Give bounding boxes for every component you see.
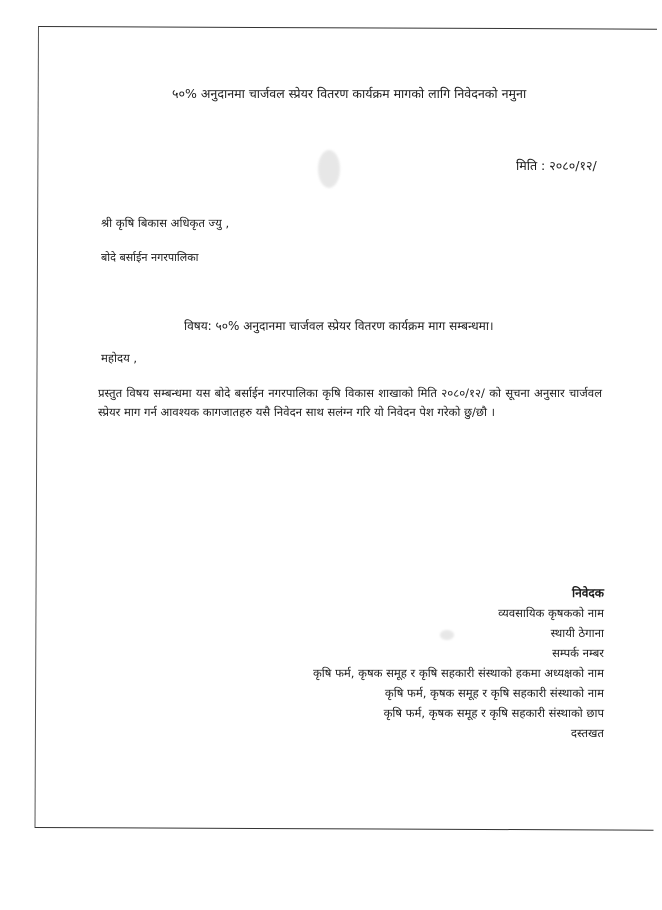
signature-line: दस्तखत <box>570 726 604 740</box>
signature-line: सम्पर्क नम्बर <box>552 646 604 660</box>
letter-date: मिति : २०८०/१२/ <box>516 158 597 173</box>
addressee-line: श्री कृषि बिकास अधिकृत ज्यु , <box>101 216 230 230</box>
signature-line: कृषि फर्म, कृषक समूह र कृषि सहकारी संस्थाको नाम <box>384 686 604 700</box>
signature-heading: निवेदक <box>571 586 604 600</box>
addressee-office: बोदे बर्साईन नगरपालिका <box>101 251 199 264</box>
signature-line: कृषि फर्म, कृषक समूह र कृषि सहकारी संस्थाको हकमा अध्यक्षको नाम <box>312 666 604 680</box>
scan-smudge <box>318 150 340 188</box>
letter-body: प्रस्तुत विषय सम्बन्धमा यस बोदे बर्साईन नगरपालिका कृषि विकास शाखाको मिति २०८०/१२/ को सूचना अनुसार चार्जवल स्प्रेयर माग गर्न आवश्यक कागजातहरु यसै निवेदन साथ सलंग्न गरि यो निवेदन पेश गरेको छु/छौ । <box>98 386 602 419</box>
signature-line: व्यवसायिक कृषकको नाम <box>498 606 604 620</box>
salutation: महोदय , <box>101 351 138 365</box>
signature-block <box>184 583 604 743</box>
letter-title: ५०% अनुदानमा चार्जवल स्प्रेयर वितरण कार्यक्रम मागको लागि निवेदनको नमुना <box>172 86 527 101</box>
signature-line: कृषि फर्म, कृषक समूह र कृषि सहकारी संस्थाको छाप <box>383 706 604 720</box>
signature-line: स्थायी ठेगाना <box>550 626 604 640</box>
letter-subject: विषय: ५०% अनुदानमा चार्जवल स्प्रेयर वितरण कार्यक्रम माग सम्बन्धमा। <box>184 319 494 333</box>
